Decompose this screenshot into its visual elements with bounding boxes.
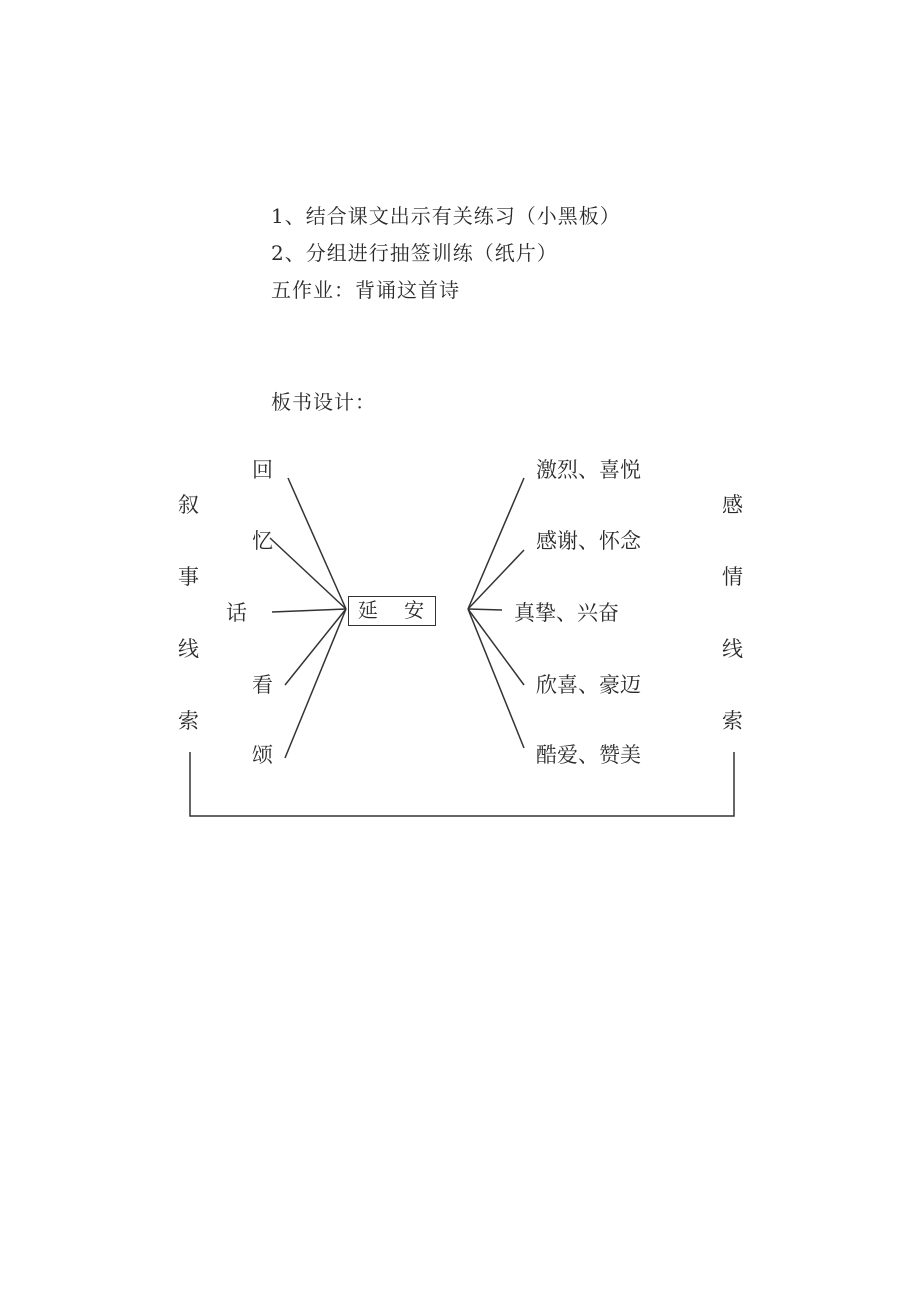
right-branch-5: 酷爱、赞美 bbox=[536, 743, 641, 767]
branch-line-r5 bbox=[468, 609, 524, 748]
board-design-title: 板书设计： bbox=[271, 390, 376, 414]
left-vertical-char-1: 叙 bbox=[178, 493, 199, 517]
right-branch-1: 激烈、喜悦 bbox=[536, 458, 641, 482]
right-vertical-char-1: 感 bbox=[722, 493, 743, 517]
branch-line-hui bbox=[288, 478, 346, 609]
branch-line-yi bbox=[270, 538, 346, 609]
left-branch-hua: 话 bbox=[226, 601, 247, 625]
branch-line-hua bbox=[272, 609, 346, 612]
homework-line: 五作业：背诵这首诗 bbox=[271, 278, 460, 302]
right-vertical-char-4: 索 bbox=[722, 709, 743, 733]
right-vertical-char-3: 线 bbox=[722, 637, 743, 661]
left-vertical-char-4: 索 bbox=[178, 709, 199, 733]
exercise-step-2: 2、分组进行抽签训练（纸片） bbox=[271, 241, 558, 265]
left-branch-song: 颂 bbox=[252, 743, 273, 767]
branch-line-r1 bbox=[468, 478, 524, 609]
center-topic-box: 延 安 bbox=[348, 596, 436, 626]
branch-line-r3 bbox=[468, 609, 502, 610]
left-vertical-char-3: 线 bbox=[178, 637, 199, 661]
exercise-step-1: 1、结合课文出示有关练习（小黑板） bbox=[271, 204, 621, 228]
right-vertical-char-2: 情 bbox=[722, 565, 743, 589]
branch-line-song bbox=[285, 609, 346, 758]
right-branch-3: 真挚、兴奋 bbox=[514, 601, 619, 625]
right-branch-4: 欣喜、豪迈 bbox=[536, 673, 641, 697]
branch-line-kan bbox=[285, 609, 346, 685]
left-branch-kan: 看 bbox=[252, 673, 273, 697]
right-branch-2: 感谢、怀念 bbox=[536, 529, 641, 553]
left-vertical-char-2: 事 bbox=[178, 565, 199, 589]
left-branch-yi: 忆 bbox=[252, 529, 273, 553]
left-branch-hui: 回 bbox=[252, 458, 273, 482]
